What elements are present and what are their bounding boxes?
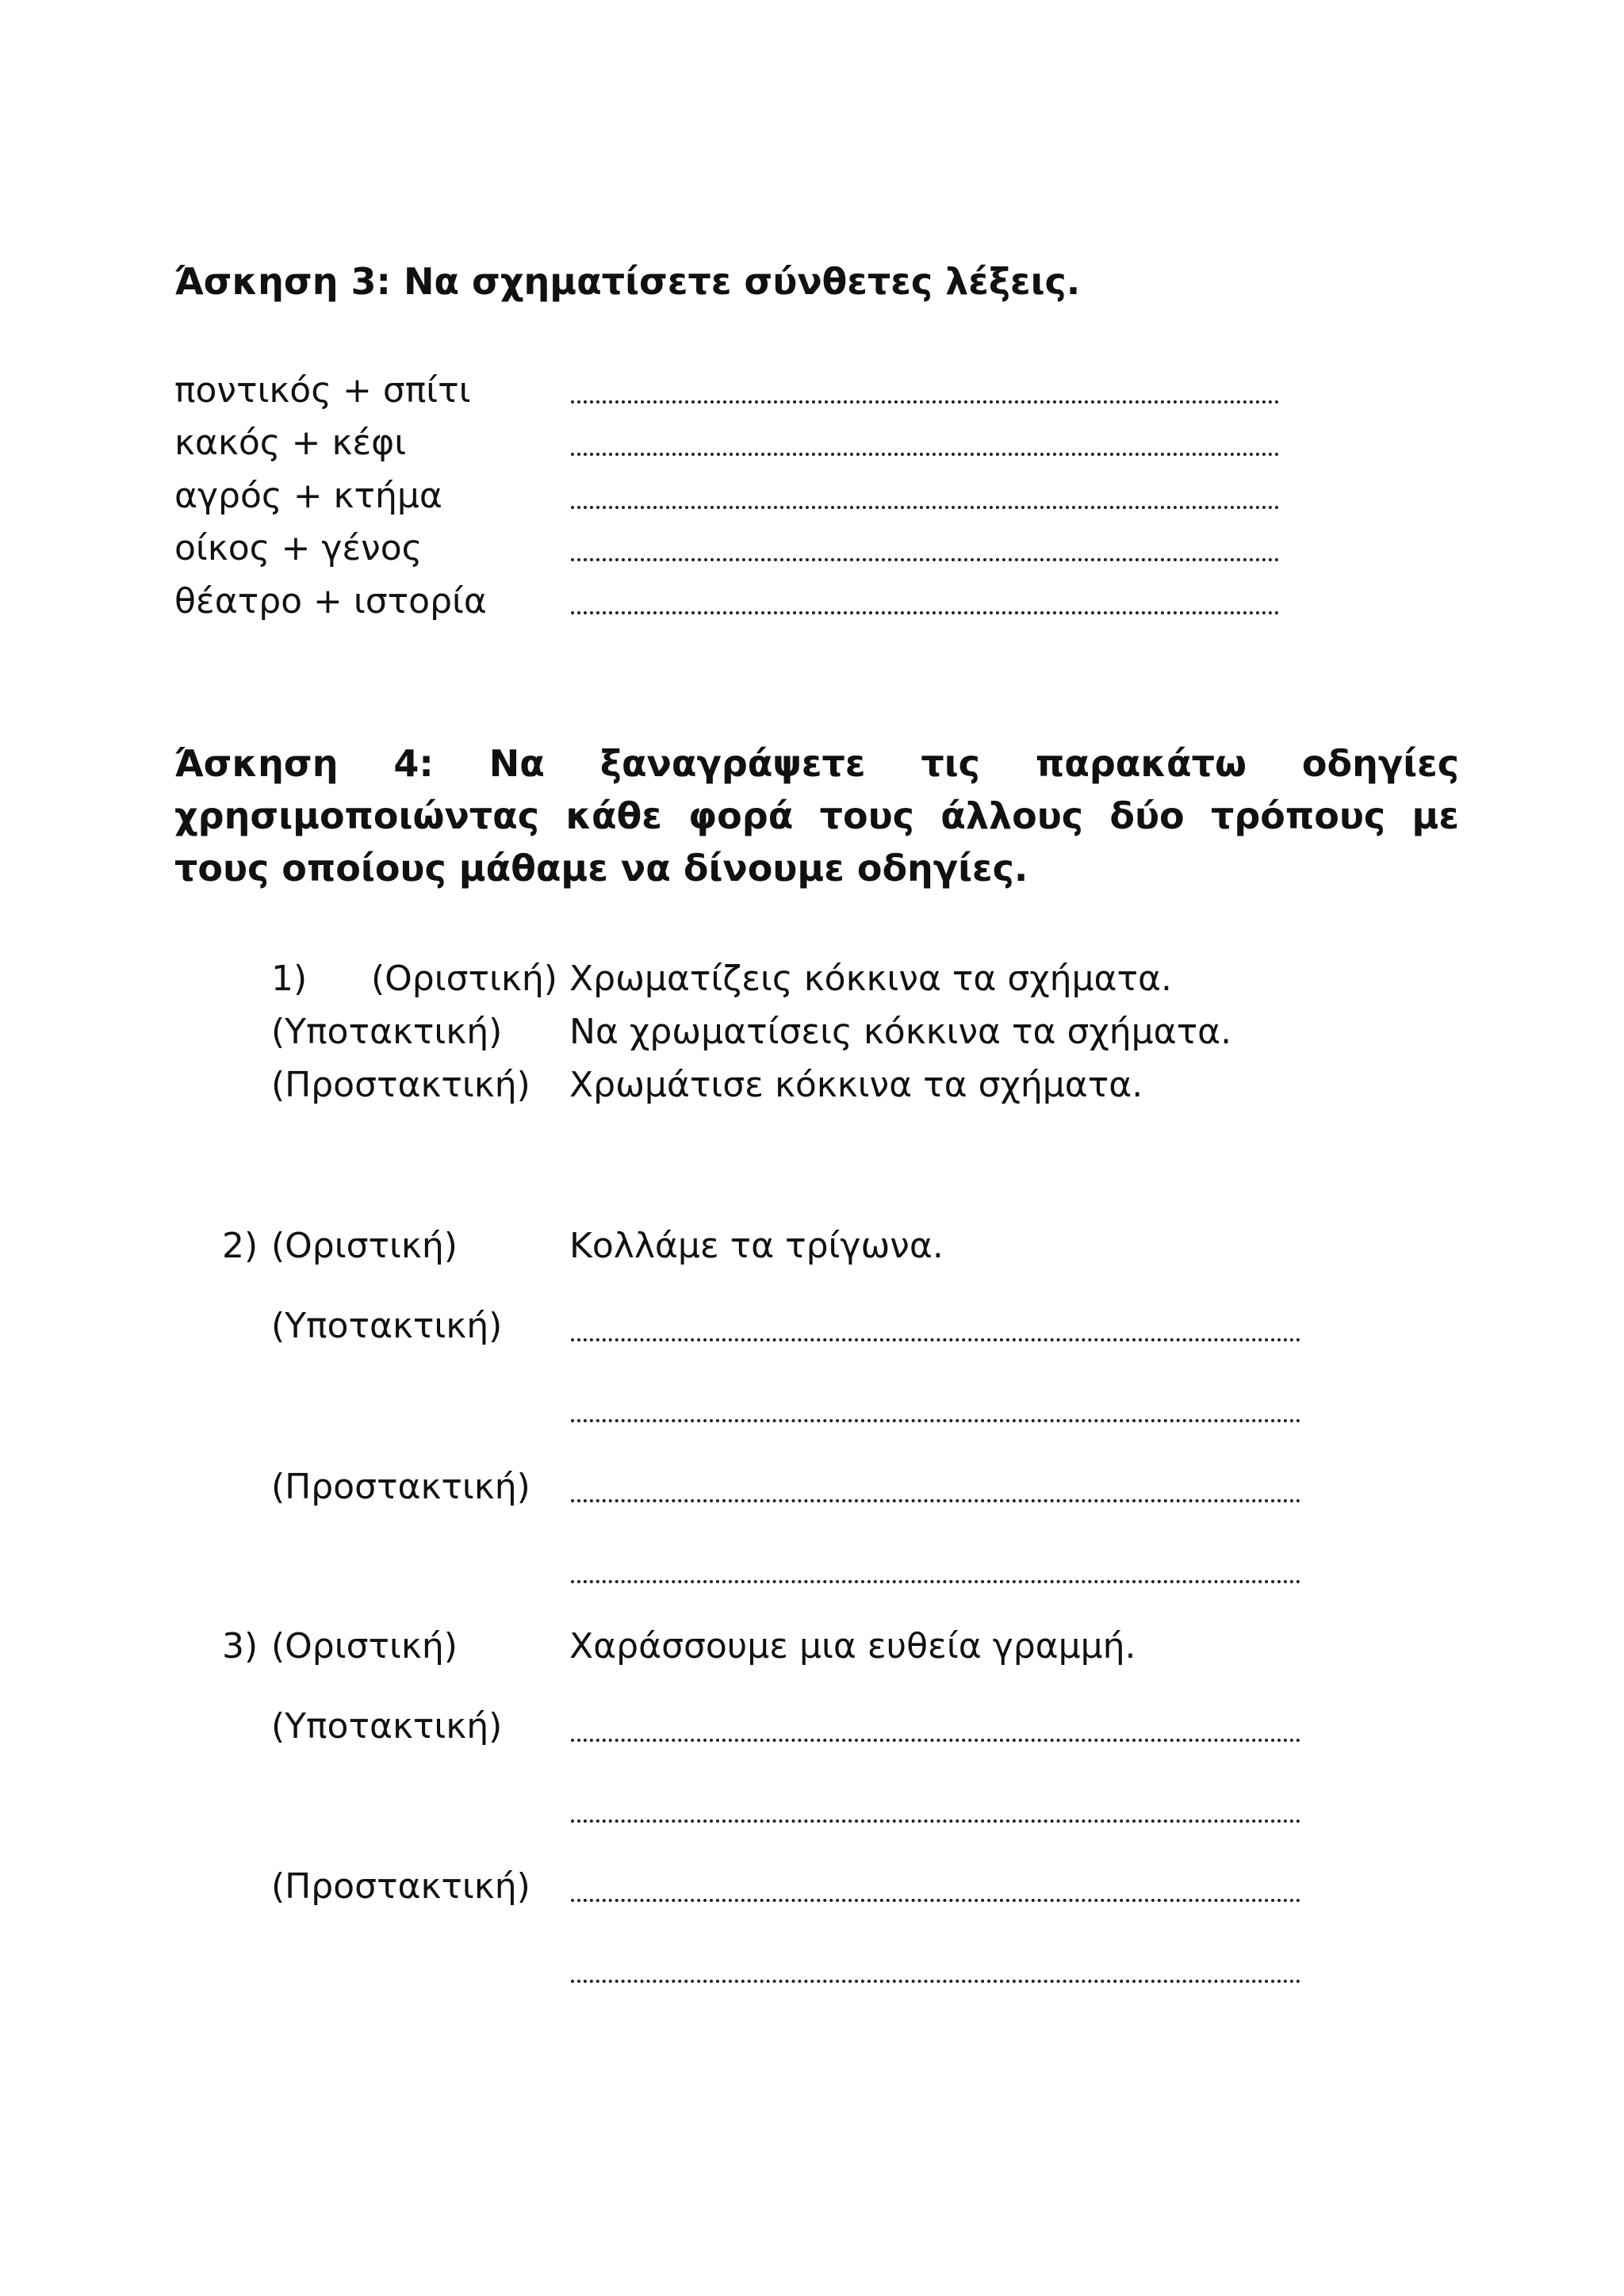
task-3-imperative-label: (Προστακτική) bbox=[271, 1866, 530, 1907]
task-3-imperative-answer-line-1[interactable] bbox=[571, 1899, 1300, 1902]
example-subjunctive-sentence: Να χρωματίσεις κόκκινα τα σχήματα. bbox=[569, 1012, 1232, 1052]
task-2-indicative-label: (Οριστική) bbox=[271, 1226, 458, 1266]
exercise-3-title: Άσκηση 3: Να σχηματίσετε σύνθετες λέξεις. bbox=[174, 260, 1081, 303]
task-3-indicative-label: (Οριστική) bbox=[271, 1626, 458, 1667]
example-imperative-sentence: Χρωμάτισε κόκκινα τα σχήματα. bbox=[569, 1065, 1143, 1105]
task-3-number: 3) bbox=[222, 1626, 259, 1667]
compound-answer-4[interactable] bbox=[571, 558, 1279, 561]
compound-item-5: θέατρο + ιστορία bbox=[174, 581, 487, 622]
example-subjunctive-label: (Υποτακτική) bbox=[271, 1012, 503, 1052]
compound-answer-3[interactable] bbox=[571, 506, 1279, 509]
task-3-subjunctive-answer-line-2[interactable] bbox=[571, 1820, 1300, 1823]
task-2-number: 2) bbox=[222, 1226, 259, 1266]
task-3-sentence: Χαράσσουμε μια ευθεία γραμμή. bbox=[569, 1626, 1136, 1667]
task-3-imperative-answer-line-2[interactable] bbox=[571, 1980, 1300, 1983]
compound-item-2: κακός + κέφι bbox=[174, 423, 407, 463]
task-3-subjunctive-answer-line-1[interactable] bbox=[571, 1739, 1300, 1742]
exercise-4-title: Άσκηση 4: Να ξαναγράψετε τις παρακάτω οδηγίες χρησιμοποιώντας κάθε φορά τους άλλους δύο τρόπους με τους οποίους μάθαμε να δίνουμε οδηγίες. bbox=[174, 742, 1459, 890]
compound-answer-5[interactable] bbox=[571, 611, 1279, 614]
compound-item-3: αγρός + κτήμα bbox=[174, 476, 442, 516]
task-2-subjunctive-label: (Υποτακτική) bbox=[271, 1306, 503, 1346]
task-3-subjunctive-label: (Υποτακτική) bbox=[271, 1706, 503, 1747]
compound-answer-1[interactable] bbox=[571, 400, 1279, 404]
example-indicative-sentence: Χρωματίζεις κόκκινα τα σχήματα. bbox=[569, 959, 1173, 999]
task-2-sentence: Κολλάμε τα τρίγωνα. bbox=[569, 1226, 944, 1266]
example-number: 1) bbox=[271, 959, 308, 999]
compound-item-1: ποντικός + σπίτι bbox=[174, 370, 471, 411]
compound-answer-2[interactable] bbox=[571, 453, 1279, 456]
task-2-imperative-answer-line-2[interactable] bbox=[571, 1580, 1300, 1583]
example-indicative-label: (Οριστική) bbox=[371, 959, 557, 999]
task-2-imperative-label: (Προστακτική) bbox=[271, 1467, 530, 1507]
task-2-subjunctive-answer-line-1[interactable] bbox=[571, 1338, 1300, 1341]
compound-item-4: οίκος + γένος bbox=[174, 528, 423, 568]
task-2-subjunctive-answer-line-2[interactable] bbox=[571, 1419, 1300, 1422]
example-imperative-label: (Προστακτική) bbox=[271, 1065, 530, 1105]
task-2-imperative-answer-line-1[interactable] bbox=[571, 1499, 1300, 1502]
